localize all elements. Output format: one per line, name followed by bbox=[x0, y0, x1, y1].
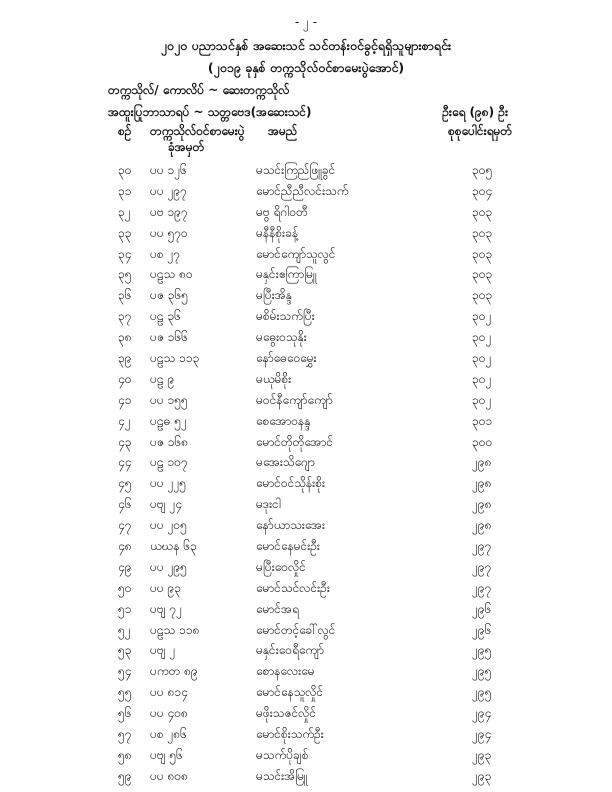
cell-exam-id: ပဠ ၃၆ bbox=[150, 309, 181, 324]
table-row bbox=[0, 181, 612, 202]
header-name: အမည် bbox=[268, 124, 298, 138]
cell-name: မောင်နေမင်းဦး bbox=[256, 539, 320, 554]
table-row bbox=[0, 202, 612, 223]
cell-no: ၃၆ bbox=[118, 288, 132, 303]
cell-name: စေအောဝနန္ဒ bbox=[256, 413, 311, 428]
cell-no: ၃၁ bbox=[118, 183, 132, 198]
cell-score: ၃၀၃ bbox=[472, 225, 493, 240]
cell-score: ၂၉၅ bbox=[472, 685, 492, 700]
cell-no: ၄၆ bbox=[118, 497, 132, 512]
cell-no: ၄၂ bbox=[118, 413, 131, 428]
cell-name: စောနလေးမေ bbox=[256, 664, 315, 679]
cell-no: ၃၂ bbox=[118, 204, 131, 219]
cell-no: ၄၄ bbox=[118, 455, 132, 470]
table-row bbox=[0, 536, 612, 557]
cell-score: ၂၉၇ bbox=[472, 539, 492, 554]
cell-exam-id: ပဇ ၁၆၆ bbox=[150, 330, 189, 345]
cell-score: ၂၉၄ bbox=[472, 727, 492, 742]
table-row bbox=[0, 599, 612, 620]
table-row bbox=[0, 306, 612, 327]
cell-name: မဒုးငါ bbox=[256, 497, 281, 512]
table-row bbox=[0, 285, 612, 306]
cell-exam-id: ပဇ ၃၆၅ bbox=[150, 288, 189, 303]
cell-no: ၅၀ bbox=[118, 580, 132, 595]
cell-name: မဓွေးဝသုနိုး bbox=[256, 330, 307, 345]
cell-exam-id: ပဗျ ၂၄ bbox=[150, 497, 183, 512]
cell-score: ၂၉၇ bbox=[472, 559, 492, 574]
cell-exam-id: ပပ ၂၂၅ bbox=[150, 476, 187, 491]
cell-no: ၃၄ bbox=[118, 246, 132, 261]
cell-exam-id: ပဠ ၁၀၇ bbox=[150, 455, 188, 470]
cell-name: မောင်ဝင်သိုန်းစိုး bbox=[256, 476, 326, 491]
cell-score: ၃၀၂ bbox=[472, 330, 492, 345]
cell-exam-id: ပပ ၁၅၅ bbox=[150, 392, 188, 407]
table-row bbox=[0, 640, 612, 661]
cell-no: ၄၇ bbox=[118, 518, 132, 533]
cell-no: ၅၇ bbox=[118, 727, 132, 742]
cell-no: ၅၃ bbox=[118, 643, 132, 658]
cell-exam-id: ပကတ ၈၉ bbox=[150, 664, 198, 679]
cell-exam-id: ပဗျ ၂ bbox=[150, 643, 176, 658]
cell-score: ၃၀၄ bbox=[472, 183, 493, 198]
cell-score: ၂၉၅ bbox=[472, 643, 492, 658]
table-row bbox=[0, 390, 612, 411]
cell-no: ၃၅ bbox=[118, 267, 132, 282]
table-row bbox=[0, 452, 612, 473]
cell-score: ၂၉၆ bbox=[472, 622, 492, 637]
total-label: ဦးရေ (၉၈) ဦး bbox=[442, 105, 508, 119]
table-row bbox=[0, 661, 612, 682]
cell-name: မနှင်းဧကြာမြူ bbox=[256, 267, 317, 282]
cell-name: မောင်တင့်ခေါ်လွင် bbox=[256, 622, 336, 637]
cell-exam-id: ပပ ၂၉၅ bbox=[150, 559, 187, 574]
cell-score: ၃၀၂ bbox=[472, 309, 492, 324]
cell-no: ၅၂ bbox=[118, 622, 131, 637]
cell-exam-id: ပပ ၄၀၈ bbox=[150, 706, 188, 721]
cell-exam-id: ပပ ၅၇၀ bbox=[150, 225, 188, 240]
cell-exam-id: ပဇ ၁၆၈ bbox=[150, 434, 189, 449]
table-row bbox=[0, 411, 612, 432]
cell-score: ၃၀၂ bbox=[472, 351, 492, 366]
table-row bbox=[0, 264, 612, 285]
cell-name: နော်ဓေဝေမွှေး bbox=[256, 351, 317, 366]
document-title: ၂၀၂၀ ပညာသင်နှစ် အဆေးသင် သင်တန်းဝင်ခွင့်ရရှိသူများစာရင်း bbox=[160, 38, 452, 53]
results-table bbox=[0, 160, 612, 787]
cell-score: ၃၀၂ bbox=[472, 371, 492, 386]
cell-score: ၂၉၈ bbox=[472, 455, 492, 470]
cell-no: ၅၅ bbox=[118, 685, 132, 700]
cell-exam-id: ပပ ၉၃ bbox=[150, 580, 182, 595]
cell-score: ၂၉၄ bbox=[472, 706, 492, 721]
university-label: တက္ကသိုလ်/ ကောလိပ် ~ ဆေးတက္ကသိုလ် bbox=[108, 83, 290, 97]
cell-exam-id: ပဗျ ၇၂ bbox=[150, 601, 183, 616]
table-row bbox=[0, 766, 612, 787]
cell-name: မပြီးဝေလှိုင် bbox=[256, 559, 306, 574]
cell-name: မယုမိစိုး bbox=[256, 371, 292, 386]
cell-name: မောင်ညီညီလင်းသက် bbox=[256, 183, 349, 198]
cell-exam-id: ပပ ၈၀၈ bbox=[150, 768, 188, 783]
cell-no: ၅၈ bbox=[118, 747, 132, 762]
table-row bbox=[0, 369, 612, 390]
table-row bbox=[0, 160, 612, 181]
cell-score: ၂၉၈ bbox=[472, 497, 492, 512]
table-row bbox=[0, 578, 612, 599]
cell-no: ၅၉ bbox=[118, 768, 132, 783]
cell-name: နော်ယာသးအေး bbox=[256, 518, 325, 533]
cell-score: ၃၀၃ bbox=[472, 288, 493, 303]
subject-label: အထူးပြုဘာသာရပ် ~ သတ္တဗေဒ(အဆေးသင်) bbox=[108, 105, 312, 119]
cell-exam-id: ယဃန ၆၃ bbox=[150, 539, 197, 554]
cell-exam-id: ပဠသ ၁၁၃ bbox=[150, 351, 200, 366]
cell-name: မနီနီစိုးခန့် bbox=[256, 225, 299, 240]
cell-exam-id: ပပ ၂၀၅ bbox=[150, 518, 187, 533]
cell-exam-id: ပဠသ ၁၁၈ bbox=[150, 622, 200, 637]
cell-score: ၂၉၃ bbox=[472, 747, 492, 762]
cell-name: မောင်တိုတိုအောင် bbox=[256, 434, 333, 449]
cell-no: ၄၁ bbox=[118, 392, 132, 407]
document-subtitle: (၂၀၁၉ ခုနှစ် တက္ကသိုလ်ဝင်စာမေးပွဲအောင်) bbox=[207, 60, 405, 75]
cell-score: ၂၉၇ bbox=[472, 580, 492, 595]
header-score: စုစုပေါင်းရမှတ် bbox=[448, 124, 513, 138]
cell-no: ၄၀ bbox=[118, 371, 132, 386]
cell-score: ၃၀၂ bbox=[472, 392, 492, 407]
cell-exam-id: ပစ ၂၇ bbox=[150, 246, 181, 261]
cell-name: မသက်ပိုချစ် bbox=[256, 747, 309, 762]
table-row bbox=[0, 244, 612, 265]
table-row bbox=[0, 473, 612, 494]
cell-no: ၄၉ bbox=[118, 559, 132, 574]
table-row bbox=[0, 745, 612, 766]
cell-no: ၃၈ bbox=[118, 330, 132, 345]
cell-name: မအေးသိဂျော bbox=[256, 455, 315, 470]
cell-score: ၃၀၃ bbox=[472, 204, 493, 219]
cell-exam-id: ပပ ၈၁၄ bbox=[150, 685, 188, 700]
cell-exam-id: ပပ ၂၉၇ bbox=[150, 183, 187, 198]
cell-no: ၃၃ bbox=[118, 225, 132, 240]
page-number: - ၂ - bbox=[294, 15, 318, 29]
cell-name: မောင်သင်လင်းဦး bbox=[256, 580, 330, 595]
cell-name: မောင်အရ bbox=[256, 601, 299, 616]
cell-no: ၅၆ bbox=[118, 706, 132, 721]
cell-name: မသင်းကြည်ဖြူခွင် bbox=[256, 163, 336, 177]
cell-exam-id: ပပ ၁၂၆ bbox=[150, 163, 187, 177]
cell-name: မောင်စိုးသက်ဦး bbox=[256, 727, 324, 742]
table-row bbox=[0, 348, 612, 369]
cell-score: ၃၀၅ bbox=[472, 163, 493, 177]
table-row bbox=[0, 494, 612, 515]
header-exam-id: တက္ကသိုလ်ဝင်စာမေးပွဲ bbox=[150, 124, 245, 138]
cell-score: ၃၀၁ bbox=[472, 413, 493, 428]
cell-no: ၄၈ bbox=[118, 539, 132, 554]
cell-name: မဖိုးသဇင်လှိုင် bbox=[256, 706, 317, 721]
cell-score: ၂၉၃ bbox=[472, 768, 492, 783]
cell-score: ၃၀၀ bbox=[472, 434, 493, 449]
cell-no: ၃၀ bbox=[118, 163, 132, 177]
cell-name: မောင်ကျော်သူလွင် bbox=[256, 246, 336, 261]
cell-name: မစိမ်းသက်ပြီး bbox=[256, 309, 315, 324]
cell-score: ၂၉၈ bbox=[472, 518, 492, 533]
cell-name: မဗွ ရိဂါဝတီ bbox=[256, 204, 308, 219]
cell-name: မောင်နေသူလှိုင် bbox=[256, 685, 324, 700]
cell-no: ၃၉ bbox=[118, 351, 132, 366]
cell-exam-id: ပဠ ၉ bbox=[150, 371, 175, 386]
cell-name: မဝင်နီကျော်ကျော် bbox=[256, 392, 333, 407]
cell-exam-id: ပဠဓ ၅၂ bbox=[150, 413, 187, 428]
table-row bbox=[0, 432, 612, 453]
table-row bbox=[0, 515, 612, 536]
cell-exam-id: ပဗ ၁၉၇ bbox=[150, 204, 188, 219]
cell-score: ၃၀၃ bbox=[472, 267, 493, 282]
cell-score: ၃၀၃ bbox=[472, 246, 493, 261]
table-row bbox=[0, 682, 612, 703]
cell-exam-id: ပဗျ ၅၆ bbox=[150, 747, 183, 762]
table-row bbox=[0, 327, 612, 348]
table-row bbox=[0, 620, 612, 641]
table-row bbox=[0, 703, 612, 724]
cell-no: ၄၃ bbox=[118, 434, 132, 449]
cell-name: မသင်းအိမြူ bbox=[256, 768, 308, 783]
cell-exam-id: ပဠသ ၈၀ bbox=[150, 267, 193, 282]
cell-no: ၅၄ bbox=[118, 664, 132, 679]
cell-score: ၂၉၈ bbox=[472, 476, 492, 491]
table-row bbox=[0, 557, 612, 578]
cell-no: ၅၁ bbox=[118, 601, 132, 616]
cell-no: ၃၇ bbox=[118, 309, 132, 324]
cell-name: မနှင်းဝေရီကျော် bbox=[256, 643, 324, 658]
cell-exam-id: ပစ ၂၈၆ bbox=[150, 727, 187, 742]
table-row bbox=[0, 223, 612, 244]
cell-name: မပြီးအိန္ဒ bbox=[256, 288, 292, 303]
cell-score: ၂၉၆ bbox=[472, 601, 492, 616]
cell-no: ၄၅ bbox=[118, 476, 132, 491]
table-row bbox=[0, 724, 612, 745]
cell-score: ၂၉၅ bbox=[472, 664, 492, 679]
header-no: စဉ် bbox=[118, 124, 132, 138]
header-exam-id-line2: ခုံအမှတ် bbox=[168, 140, 205, 154]
